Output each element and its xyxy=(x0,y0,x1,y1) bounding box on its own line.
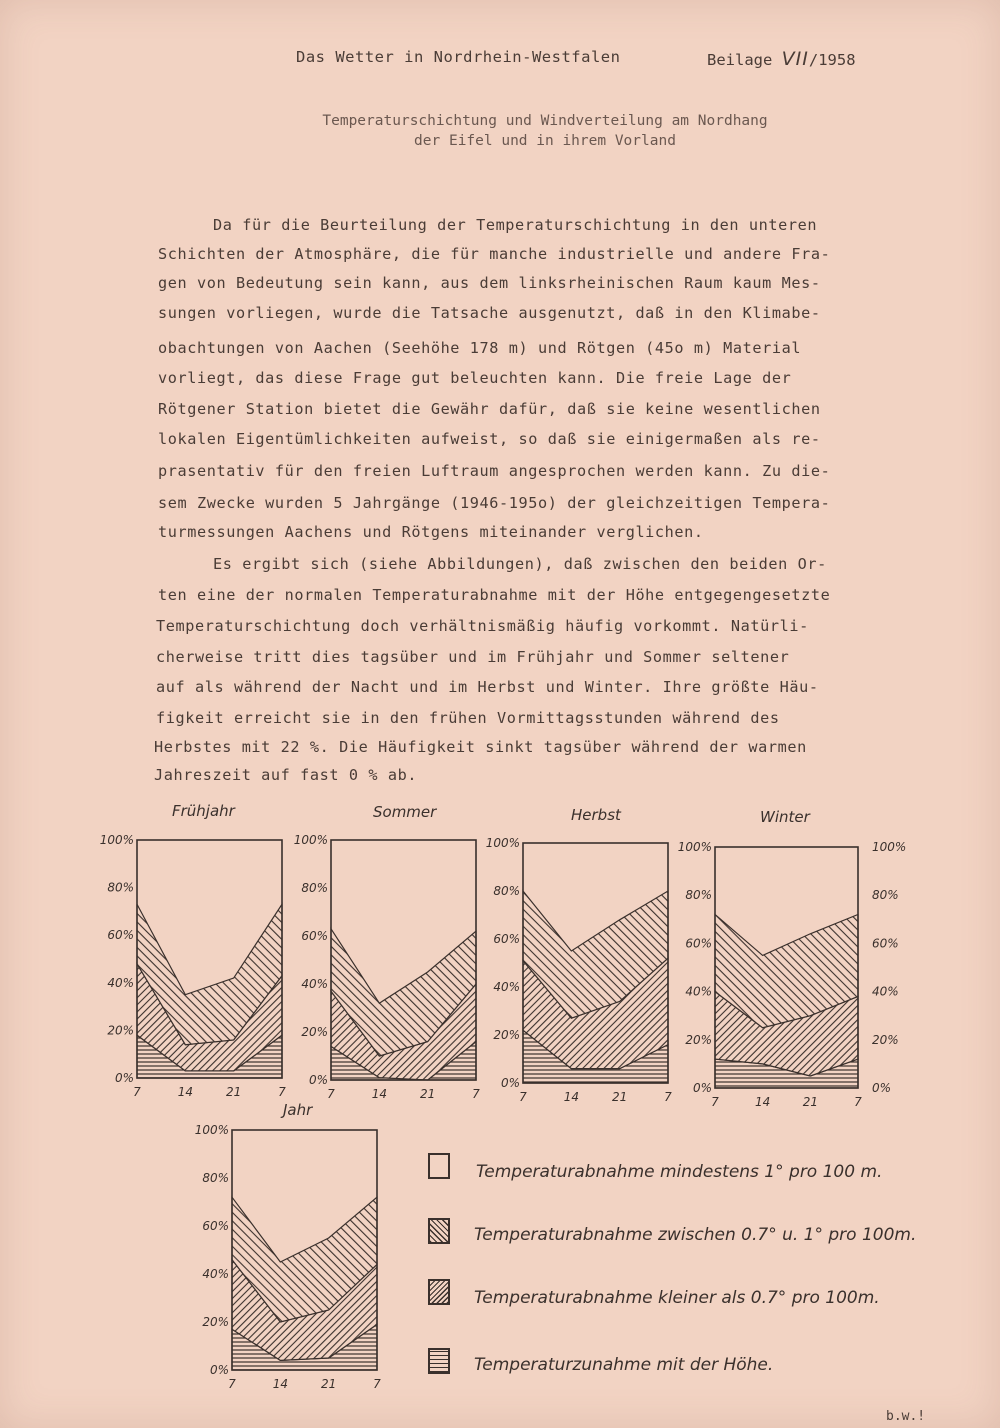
x-tick-label: 7 xyxy=(278,1085,286,1099)
body-line: prasentativ für den freien Luftraum angesprochen werden kann. Zu die- xyxy=(158,462,831,480)
body-line: sungen vorliegen, wurde die Tatsache ausgenutzt, daß in den Klimabe- xyxy=(158,304,821,322)
body-line: Temperaturschichtung doch verhältnismäßig häufig vorkommt. Natürli- xyxy=(156,617,809,635)
x-tick-label: 7 xyxy=(519,1090,527,1104)
y-tick-label: 0% xyxy=(308,1073,328,1087)
y-tick-label: 100% xyxy=(293,833,328,847)
x-tick-label: 7 xyxy=(664,1090,672,1104)
legend-swatch-horizontal xyxy=(428,1348,450,1374)
body-line: ten eine der normalen Temperaturabnahme mit der Höhe entgegengesetzte xyxy=(158,586,831,604)
beilage-prefix: Beilage xyxy=(707,51,782,69)
y-tick-label: 60% xyxy=(685,936,712,951)
y-tick-label-right: 0% xyxy=(872,1081,892,1095)
y-tick-label: 60% xyxy=(202,1219,229,1233)
continuation-note: b.w.! xyxy=(886,1409,926,1424)
y-tick-label-right: 80% xyxy=(872,888,899,903)
y-tick-label: 100% xyxy=(194,1123,229,1137)
x-tick-label: 14 xyxy=(755,1095,771,1109)
x-tick-label: 14 xyxy=(563,1090,579,1104)
x-tick-label: 7 xyxy=(228,1377,236,1391)
body-line: sem Zwecke wurden 5 Jahrgänge (1946-195o) der gleichzeitigen Tempera- xyxy=(158,494,831,512)
chart-title: Frühjahr xyxy=(172,802,235,820)
legend-swatch-hatch-down xyxy=(428,1218,450,1244)
y-tick-label: 60% xyxy=(107,928,134,943)
document-title-line-1: Temperaturschichtung und Windverteilung am Nordhang xyxy=(322,113,768,129)
y-tick-label: 80% xyxy=(493,884,520,898)
y-tick-label: 40% xyxy=(493,980,520,994)
journal-title: Das Wetter in Nordrhein-Westfalen xyxy=(296,48,621,66)
body-line: obachtungen von Aachen (Seehöhe 178 m) und Rötgen (45o m) Material xyxy=(158,339,802,357)
beilage-number: VII xyxy=(781,48,809,70)
x-tick-label: 7 xyxy=(472,1087,480,1101)
document-title-line-2: der Eifel und in ihrem Vorland xyxy=(414,133,676,149)
x-tick-label: 21 xyxy=(321,1377,337,1391)
body-line: turmessungen Aachens und Rötgens miteinander verglichen. xyxy=(158,523,704,541)
chart-title: Herbst xyxy=(571,806,621,824)
body-line: vorliegt, das diese Frage gut beleuchten kann. Die freie Lage der xyxy=(158,369,792,387)
chart-title: Sommer xyxy=(373,803,437,821)
chart-title: Winter xyxy=(760,808,810,826)
x-tick-label: 7 xyxy=(327,1087,335,1101)
y-tick-label: 0% xyxy=(114,1071,134,1085)
body-line: cherweise tritt dies tagsüber und im Frühjahr und Sommer seltener xyxy=(156,648,790,666)
y-tick-label: 20% xyxy=(301,1025,328,1039)
x-tick-label: 7 xyxy=(711,1095,719,1109)
legend-swatch-blank xyxy=(428,1153,450,1179)
x-tick-label: 14 xyxy=(272,1377,288,1391)
y-tick-label: 60% xyxy=(301,929,328,943)
x-tick-label: 7 xyxy=(854,1095,862,1109)
y-tick-label: 40% xyxy=(202,1267,229,1281)
y-tick-label-right: 60% xyxy=(872,936,899,951)
y-tick-label: 20% xyxy=(107,1023,134,1038)
body-line: figkeit erreicht sie in den frühen Vormittagsstunden während des xyxy=(156,709,780,727)
legend-label: Temperaturzunahme mit der Höhe. xyxy=(474,1355,774,1375)
y-tick-label: 20% xyxy=(493,1028,520,1042)
x-tick-label: 21 xyxy=(226,1085,242,1099)
body-line: Rötgener Station bietet die Gewähr dafür, daß sie keine wesentlichen xyxy=(158,400,821,418)
y-tick-label: 80% xyxy=(685,888,712,903)
body-line: Schichten der Atmosphäre, die für manche industrielle und andere Fra- xyxy=(158,245,831,263)
body-line: Jahreszeit auf fast 0 % ab. xyxy=(154,766,418,784)
y-tick-label: 80% xyxy=(202,1171,229,1185)
y-tick-label: 100% xyxy=(99,833,134,847)
body-line: gen von Bedeutung sein kann, aus dem linksrheinischen Raum kaum Mes- xyxy=(158,274,821,292)
legend-swatch-hatch-up xyxy=(428,1279,450,1305)
y-tick-label-right: 20% xyxy=(872,1032,899,1047)
y-tick-label: 0% xyxy=(209,1363,229,1377)
legend-label: Temperaturabnahme zwischen 0.7° u. 1° pro 100m. xyxy=(474,1225,917,1245)
x-tick-label: 21 xyxy=(802,1095,818,1109)
x-tick-label: 14 xyxy=(177,1085,193,1099)
y-tick-label: 40% xyxy=(685,984,712,999)
y-tick-label: 20% xyxy=(685,1032,712,1047)
x-tick-label: 7 xyxy=(133,1085,141,1099)
x-tick-label: 14 xyxy=(371,1087,387,1101)
y-tick-label: 60% xyxy=(493,932,520,946)
body-line: lokalen Eigentümlichkeiten aufweist, so daß sie einigermaßen als re- xyxy=(158,430,821,448)
y-tick-label: 80% xyxy=(301,881,328,895)
y-tick-label: 0% xyxy=(500,1076,520,1090)
y-tick-label: 100% xyxy=(677,840,712,854)
legend-label: Temperaturabnahme kleiner als 0.7° pro 100m. xyxy=(474,1288,880,1308)
y-tick-label: 0% xyxy=(692,1081,712,1095)
y-tick-label: 80% xyxy=(107,880,134,895)
body-line: Herbstes mit 22 %. Die Häufigkeit sinkt tagsüber während der warmen xyxy=(154,738,807,756)
y-tick-label-right: 40% xyxy=(872,984,899,999)
y-tick-label: 20% xyxy=(202,1315,229,1329)
y-tick-label-right: 100% xyxy=(872,840,907,854)
chart-title: Jahr xyxy=(283,1101,313,1119)
beilage-year: /1958 xyxy=(808,51,856,69)
x-tick-label: 7 xyxy=(373,1377,381,1391)
x-tick-label: 21 xyxy=(612,1090,628,1104)
y-tick-label: 100% xyxy=(485,836,520,850)
y-tick-label: 40% xyxy=(301,977,328,991)
x-tick-label: 21 xyxy=(420,1087,436,1101)
body-line: Da für die Beurteilung der Temperaturschichtung in den unteren xyxy=(213,216,818,234)
y-tick-label: 40% xyxy=(107,975,134,990)
body-line: auf als während der Nacht und im Herbst und Winter. Ihre größte Häu- xyxy=(156,678,819,696)
body-line: Es ergibt sich (siehe Abbildungen), daß zwischen den beiden Or- xyxy=(213,555,827,573)
legend-label: Temperaturabnahme mindestens 1° pro 100 m. xyxy=(476,1162,883,1182)
